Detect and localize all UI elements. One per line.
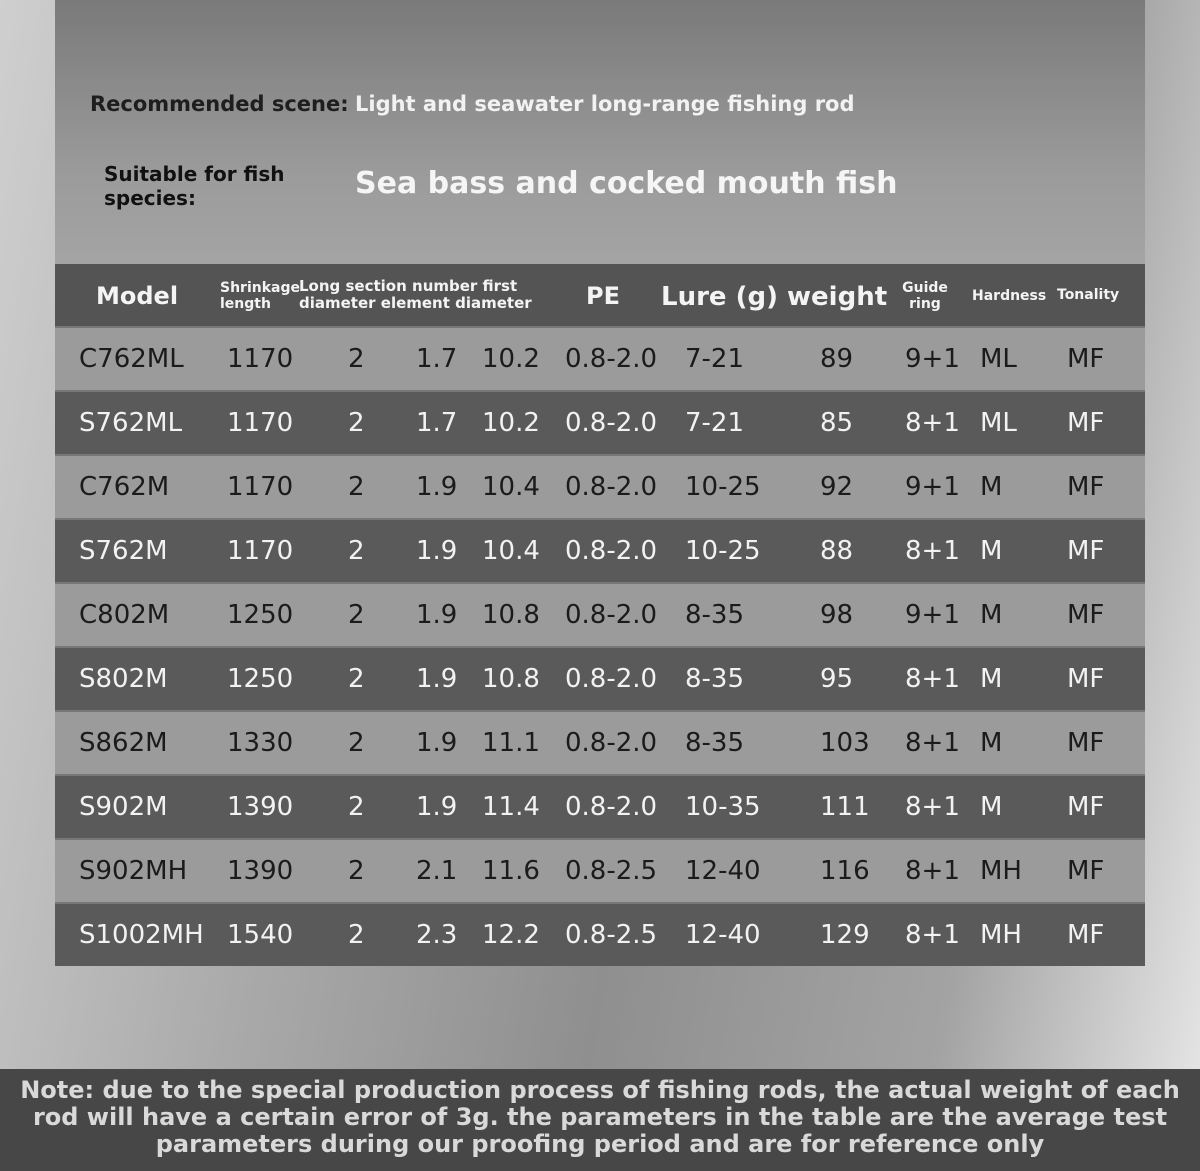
- table-body: [55, 326, 1145, 966]
- header-hardness: Hardness: [972, 288, 1047, 304]
- table-header: [55, 264, 1145, 326]
- cell-weight: 129: [820, 920, 870, 950]
- cell-pe: 0.8-2.0: [565, 664, 658, 694]
- cell-hardness: MH: [980, 920, 1022, 950]
- cell-first-diameter: 1.9: [416, 664, 458, 694]
- cell-pe: 0.8-2.0: [565, 408, 658, 438]
- cell-model: S1002MH: [79, 920, 204, 950]
- spec-table: [55, 264, 1145, 966]
- cell-section-count: 2: [348, 536, 365, 566]
- cell-element-diameter: 12.2: [482, 920, 540, 950]
- table-row: [55, 582, 1145, 646]
- cell-hardness: M: [980, 728, 1003, 758]
- recommended-scene-value: Light and seawater long-range fishing rod: [355, 92, 855, 116]
- cell-shrinkage-length: 1250: [227, 600, 294, 630]
- cell-model: S802M: [79, 664, 168, 694]
- cell-shrinkage-length: 1170: [227, 536, 294, 566]
- header-tonality: Tonality: [1057, 287, 1120, 303]
- cell-lure: 12-40: [685, 856, 761, 886]
- table-row: [55, 390, 1145, 454]
- disclaimer-text: Note: due to the special production process of fishing rods, the actual weight of each rod will have a certain error of 3g. the parameters in the table are the average test parameters during our proofing period and are for reference only: [20, 1076, 1180, 1158]
- cell-section-count: 2: [348, 856, 365, 886]
- cell-guide-ring: 8+1: [905, 664, 960, 694]
- cell-tonality: MF: [1067, 600, 1105, 630]
- cell-element-diameter: 10.8: [482, 664, 540, 694]
- header-long-section: Long section number first diameter element diameter: [299, 277, 532, 312]
- table-row: [55, 518, 1145, 582]
- cell-lure: 8-35: [685, 664, 745, 694]
- cell-tonality: MF: [1067, 920, 1105, 950]
- cell-section-count: 2: [348, 472, 365, 502]
- cell-model: C802M: [79, 600, 170, 630]
- cell-hardness: M: [980, 536, 1003, 566]
- recommended-scene-label: Recommended scene:: [90, 92, 349, 116]
- cell-model: C762ML: [79, 344, 184, 374]
- cell-guide-ring: 8+1: [905, 408, 960, 438]
- cell-lure: 10-25: [685, 536, 761, 566]
- cell-weight: 116: [820, 856, 870, 886]
- cell-hardness: M: [980, 792, 1003, 822]
- cell-weight: 95: [820, 664, 854, 694]
- cell-hardness: M: [980, 600, 1003, 630]
- cell-section-count: 2: [348, 408, 365, 438]
- cell-tonality: MF: [1067, 728, 1105, 758]
- recommended-scene: [90, 92, 855, 116]
- cell-pe: 0.8-2.0: [565, 600, 658, 630]
- cell-lure: 12-40: [685, 920, 761, 950]
- header-pe: PE: [586, 282, 620, 310]
- cell-guide-ring: 8+1: [905, 536, 960, 566]
- cell-lure: 8-35: [685, 728, 745, 758]
- cell-shrinkage-length: 1170: [227, 344, 294, 374]
- cell-section-count: 2: [348, 344, 365, 374]
- cell-section-count: 2: [348, 792, 365, 822]
- header-model: Model: [96, 282, 179, 310]
- cell-first-diameter: 1.7: [416, 344, 458, 374]
- table-row: [55, 710, 1145, 774]
- cell-lure: 7-21: [685, 408, 745, 438]
- cell-hardness: MH: [980, 856, 1022, 886]
- cell-model: S862M: [79, 728, 168, 758]
- cell-section-count: 2: [348, 728, 365, 758]
- disclaimer-note: [0, 1069, 1200, 1171]
- cell-first-diameter: 1.9: [416, 536, 458, 566]
- cell-model: S902M: [79, 792, 168, 822]
- fish-species-value: Sea bass and cocked mouth fish: [355, 166, 898, 201]
- cell-first-diameter: 1.9: [416, 728, 458, 758]
- header-shrinkage: Shrinkage length: [220, 280, 300, 312]
- cell-first-diameter: 1.9: [416, 792, 458, 822]
- cell-shrinkage-length: 1540: [227, 920, 294, 950]
- cell-shrinkage-length: 1330: [227, 728, 294, 758]
- cell-hardness: ML: [980, 408, 1017, 438]
- table-row: [55, 838, 1145, 902]
- cell-tonality: MF: [1067, 472, 1105, 502]
- cell-shrinkage-length: 1170: [227, 408, 294, 438]
- cell-model: S762M: [79, 536, 168, 566]
- cell-element-diameter: 10.8: [482, 600, 540, 630]
- cell-element-diameter: 11.1: [482, 728, 540, 758]
- cell-lure: 10-35: [685, 792, 761, 822]
- cell-shrinkage-length: 1170: [227, 472, 294, 502]
- cell-model: C762M: [79, 472, 170, 502]
- cell-hardness: M: [980, 472, 1003, 502]
- cell-section-count: 2: [348, 664, 365, 694]
- table-row: [55, 902, 1145, 966]
- cell-weight: 89: [820, 344, 854, 374]
- cell-weight: 92: [820, 472, 854, 502]
- cell-shrinkage-length: 1390: [227, 792, 294, 822]
- cell-pe: 0.8-2.0: [565, 536, 658, 566]
- cell-weight: 111: [820, 792, 870, 822]
- cell-element-diameter: 11.4: [482, 792, 540, 822]
- cell-model: S902MH: [79, 856, 188, 886]
- cell-pe: 0.8-2.5: [565, 920, 658, 950]
- cell-tonality: MF: [1067, 408, 1105, 438]
- cell-shrinkage-length: 1390: [227, 856, 294, 886]
- cell-lure: 8-35: [685, 600, 745, 630]
- table-row: [55, 646, 1145, 710]
- cell-weight: 85: [820, 408, 854, 438]
- cell-weight: 88: [820, 536, 854, 566]
- cell-pe: 0.8-2.0: [565, 792, 658, 822]
- cell-element-diameter: 10.4: [482, 472, 540, 502]
- cell-pe: 0.8-2.0: [565, 728, 658, 758]
- table-row: [55, 454, 1145, 518]
- cell-section-count: 2: [348, 920, 365, 950]
- cell-first-diameter: 1.9: [416, 600, 458, 630]
- cell-weight: 103: [820, 728, 870, 758]
- table-row: [55, 774, 1145, 838]
- cell-element-diameter: 10.4: [482, 536, 540, 566]
- cell-first-diameter: 1.9: [416, 472, 458, 502]
- cell-element-diameter: 10.2: [482, 408, 540, 438]
- cell-first-diameter: 1.7: [416, 408, 458, 438]
- cell-tonality: MF: [1067, 344, 1105, 374]
- cell-weight: 98: [820, 600, 854, 630]
- cell-lure: 10-25: [685, 472, 761, 502]
- cell-tonality: MF: [1067, 856, 1105, 886]
- cell-guide-ring: 8+1: [905, 920, 960, 950]
- cell-guide-ring: 8+1: [905, 728, 960, 758]
- cell-first-diameter: 2.3: [416, 920, 458, 950]
- cell-guide-ring: 8+1: [905, 792, 960, 822]
- cell-section-count: 2: [348, 600, 365, 630]
- cell-pe: 0.8-2.0: [565, 344, 658, 374]
- cell-tonality: MF: [1067, 664, 1105, 694]
- cell-hardness: ML: [980, 344, 1017, 374]
- cell-element-diameter: 10.2: [482, 344, 540, 374]
- cell-guide-ring: 9+1: [905, 344, 960, 374]
- cell-element-diameter: 11.6: [482, 856, 540, 886]
- cell-model: S762ML: [79, 408, 183, 438]
- cell-lure: 7-21: [685, 344, 745, 374]
- cell-guide-ring: 9+1: [905, 472, 960, 502]
- cell-shrinkage-length: 1250: [227, 664, 294, 694]
- cell-first-diameter: 2.1: [416, 856, 458, 886]
- cell-guide-ring: 9+1: [905, 600, 960, 630]
- cell-tonality: MF: [1067, 792, 1105, 822]
- cell-pe: 0.8-2.0: [565, 472, 658, 502]
- header-lure-weight: Lure (g) weight: [661, 282, 888, 312]
- table-row: [55, 326, 1145, 390]
- header-guide-ring: Guide ring: [902, 280, 948, 312]
- cell-pe: 0.8-2.5: [565, 856, 658, 886]
- cell-hardness: M: [980, 664, 1003, 694]
- cell-tonality: MF: [1067, 536, 1105, 566]
- fish-species-label: Suitable for fish species:: [104, 162, 285, 210]
- cell-guide-ring: 8+1: [905, 856, 960, 886]
